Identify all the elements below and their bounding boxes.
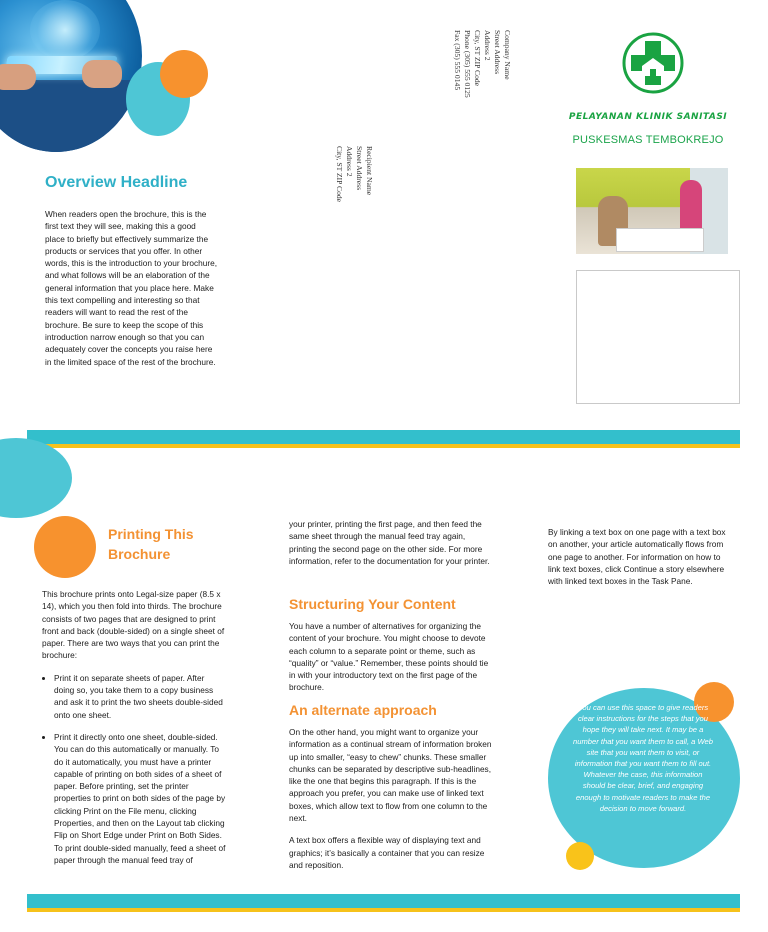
divider-stripe-bottom [27,894,740,912]
printing-bullet: • Print it directly onto one sheet, double-sided. You can do this automatically or manually. To do it automatically, you must have a printer capable of printing on both sides of a sheet of paper. Before printing, set the printer properties to print on both sides of the page by clicking Print on the File menu, clicking Properties, and then on the Layout tab clicking Flip on Short Edge under Print on Both Sides. To print double-sided manually, feed a sheet of paper through the manual feed tray of [54,731,226,866]
middle-column-continued [289,518,493,577]
recipient-line: City, ST ZIP Code [335,146,344,203]
alternate-paragraph-2: A text box offers a flexible way of displaying text and graphics; it’s basically a container that you can resize and reposition. [289,835,485,870]
recipient-address-block [334,146,374,216]
decor-circle-orange-left [34,516,96,578]
decor-circle-teal-left [0,438,72,518]
photo-desk [616,228,704,252]
stripe-teal [27,430,740,444]
photo-hand-right [82,60,122,88]
overview-body [45,208,217,378]
photo-glow [30,0,100,60]
alternate-paragraph-1: On the other hand, you might want to organize your information as a continual stream of information broken up into smaller, “easy to chew” chunks. These smaller chunks can be separated by descriptive sub-headlines, like the one that begins this paragraph. If this is the approach you prefer, you can make use of linked text boxes, which allow text to flow from one column to the next. [289,727,492,824]
stripe-yellow [27,908,740,912]
printing-bullet-list [42,672,226,866]
printing-headline: Printing This Brochure [108,526,194,562]
address-line: Street Address [493,30,502,75]
photo-hand-left [0,64,36,90]
structuring-headline: Structuring Your Content [289,596,456,612]
hero-photo-circle [0,0,142,152]
alternate-headline: An alternate approach [289,702,437,718]
stripe-teal [27,894,740,908]
address-line: Phone (305) 555 0125 [463,30,472,98]
clinic-logo-name: PELAYANAN KLINIK SANITASI [568,112,728,122]
decor-circle-orange-top [160,50,208,98]
callout-text: You can use this space to give readers clear instructions for the steps that you hope they will take next. It may be a number that you want them to call, a Web site that you want them to visit, or information that you want them to fill out. Whatever the case, this information should be clear, brief, and engaging enough to motivate readers to make the decision to move forward. [573,703,713,813]
overview-headline: Overview Headline [45,174,188,191]
continued-paragraph: your printer, printing the first page, and then feed the same sheet through the manual feed tray again, printing the second page on the other side. For more information, refer to the documentation for your printer. [289,519,490,566]
image-placeholder-box [576,270,740,404]
clinic-photo [576,168,728,254]
recipient-line: Address 2 [345,146,354,177]
linking-body [548,526,734,597]
linking-paragraph: By linking a text box on one page with a text box on another, your article automatically flows from one page to another. For information on how to link text boxes, click Continue a story elsewhere with linked text boxes in the Task Pane. [548,527,726,587]
structuring-body [289,620,493,704]
recipient-line: Street Address [355,146,364,191]
stripe-yellow [27,444,740,448]
medical-cross-house-icon [620,32,686,94]
company-address-block [452,30,512,120]
printing-bullet: • Print it on separate sheets of paper. After doing so, you take them to a copy business and ask it to print the two sheets double-sided onto one sheet. [54,672,226,721]
recipient-line: Recipient Name [365,146,374,196]
printing-intro: This brochure prints onto Legal-size paper (8.5 x 14), which you then fold into thirds. The brochure consists of two pages that are designed to print front and back (double-sided) on a single sheet of paper. There are two ways that you can print the brochure: [42,589,225,661]
address-line: City, ST ZIP Code [473,30,482,87]
structuring-paragraph: You have a number of alternatives for organizing the content of your brochure. You might choose to devote each column to a separate point or theme, such as “quality” or “value.” Remember, these points should tie in with your introductory text on the first page of the brochure. [289,621,489,693]
address-line: Fax (305) 555 0145 [453,30,462,91]
clinic-subtitle: PUSKESMAS TEMBOKREJO [572,134,724,146]
address-line: Address 2 [483,30,492,61]
overview-paragraph: When readers open the brochure, this is the first text they will see, making this a good place to briefly but effectively summarize the products or services that you offer. In other words, this is the introduction to your brochure, and what follows will be an elaboration of the general information that you place here. Make this text compelling and interesting so that readers will want to read the rest of the brochure. Be sure to keep the scope of this introduction narrow enough so that you can adequately cover the concepts you raise here in the limited space of the rest of the brochure. [45,209,218,367]
decor-circle-yellow-right [566,842,594,870]
alternate-body [289,726,493,881]
address-line: Company Name [503,30,512,80]
photo-sleeve [0,80,142,152]
printing-body [42,588,226,876]
divider-stripe-top [27,430,740,448]
